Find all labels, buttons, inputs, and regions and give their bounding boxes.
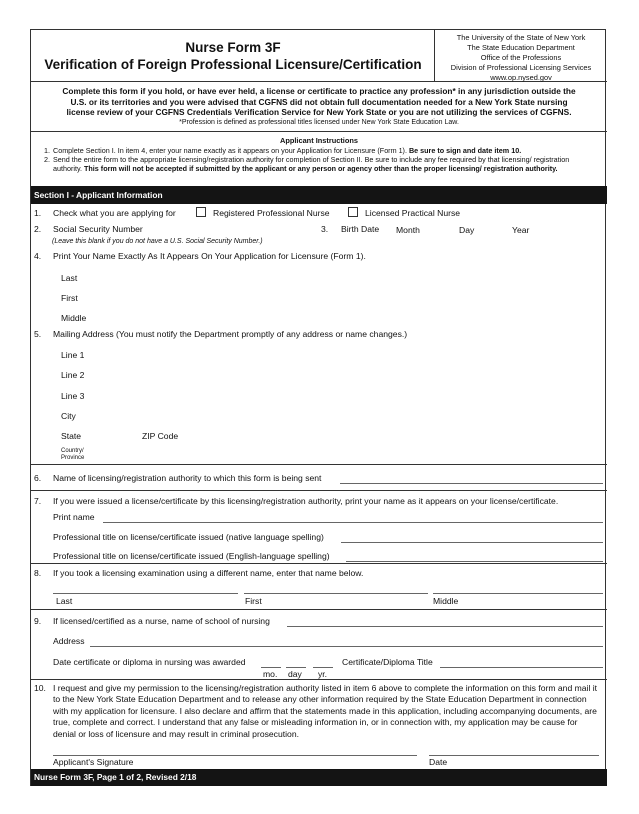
instructions-title: Applicant Instructions	[279, 136, 359, 145]
divider	[31, 679, 607, 680]
profession-note: *Profession is defined as professional titles licensed under New York State Education Law.	[179, 119, 459, 126]
intro-line: U.S. or its territories and you were advised that CGFNS did not obtain full documentation needed for a New York State nursing	[70, 96, 568, 107]
award-month-label: mo.	[263, 669, 278, 679]
q10-affirmation: I request and give my permission to the licensing/registration authority listed in item 6 above to complete the information on this form and mail it to the New York State Education Department and to release any other information required by the State Education Department in connection with my application for licensure. I also declare and affirm that the statements made in this application, including accompanying documents, are true, complete and correct. I understand that any false or misleading information in, or in connection with, my application may be cause for denial or loss of licensure and may result in criminal prosecution.	[53, 683, 598, 739]
q3-number: 3.	[321, 224, 329, 234]
q5-label: Mailing Address (You must notify the Department promptly of any address or name changes.)	[53, 329, 408, 339]
birth-date-label: Birth Date	[341, 224, 380, 234]
lpn-checkbox[interactable]	[348, 207, 358, 217]
q1-label: Check what you are applying for	[53, 208, 176, 218]
exam-middle-label: Middle	[433, 596, 459, 606]
instruction-text: Send the entire form to the appropriate licensing/registration authority for completion of Section II. Be sure to include any fee required by that licensing/ registration authority.	[53, 155, 570, 174]
divider	[31, 131, 607, 132]
q8-label: If you took a licensing examination using a different name, enter that name below.	[53, 568, 364, 578]
rn-checkbox[interactable]	[196, 207, 206, 217]
award-year-label: yr.	[318, 669, 328, 679]
print-name-line[interactable]	[103, 522, 603, 523]
title-native-line[interactable]	[341, 542, 603, 543]
birth-year-label: Year	[512, 225, 530, 235]
title-native-label: Professional title on license/certificate issued (native language spelling)	[53, 532, 324, 542]
q4-number: 4.	[34, 251, 42, 261]
ssn-note: (Leave this blank if you do not have a U.S. Social Security Number.)	[52, 238, 263, 245]
divider	[31, 464, 607, 465]
school-address-label: Address	[53, 636, 85, 646]
q10-number: 10.	[34, 683, 46, 693]
award-year-line[interactable]	[313, 667, 333, 668]
instruction-emphasis: Be sure to sign and date item 10.	[408, 146, 522, 155]
instruction-1	[44, 146, 593, 155]
q4-label: Print Your Name Exactly As It Appears On Your Application for Licensure (Form 1).	[53, 251, 366, 261]
title-english-line[interactable]	[346, 561, 603, 562]
address-line1-label: Line 1	[61, 350, 85, 360]
instruction-emphasis: This form will not be accepted if submitted by the applicant or any person or agency other than the proper licensing/ registration authority.	[84, 164, 558, 174]
intro-line: license review of your CGFNS Credentials Verification Service for New York State or you are not utilizing the services of CGFNS.	[66, 107, 572, 118]
q2-number: 2.	[34, 224, 42, 234]
instruction-2	[44, 155, 593, 174]
instruction-number: 2.	[44, 155, 50, 164]
country-label-line: Country/	[61, 448, 84, 454]
agency-line: Division of Professional Licensing Services	[450, 63, 592, 72]
divider	[31, 563, 607, 564]
q6-number: 6.	[34, 473, 42, 483]
country-label	[61, 448, 84, 462]
intro-text	[31, 86, 607, 118]
q9-number: 9.	[34, 616, 42, 626]
school-address-line[interactable]	[90, 646, 603, 647]
date-awarded-label: Date certificate or diploma in nursing was awarded	[53, 657, 246, 667]
middle-name-label: Middle	[61, 313, 87, 323]
exam-last-name-line[interactable]	[53, 593, 238, 594]
title-english-label: Professional title on license/certificate issued (English-language spelling)	[53, 551, 330, 561]
authority-name-line[interactable]	[340, 483, 603, 484]
title-block	[31, 30, 435, 82]
q9-label: If licensed/certified as a nurse, name of school of nursing	[53, 616, 270, 626]
form-page	[30, 29, 606, 786]
ssn-label: Social Security Number	[53, 224, 143, 234]
form-subtitle: Verification of Foreign Professional Licensure/Certification	[44, 57, 422, 72]
cert-title-label: Certificate/Diploma Title	[342, 657, 433, 667]
footer: Nurse Form 3F, Page 1 of 2, Revised 2/18	[31, 769, 607, 786]
exam-last-label: Last	[56, 596, 73, 606]
first-name-label: First	[61, 293, 78, 303]
award-day-line[interactable]	[286, 667, 306, 668]
divider	[31, 490, 607, 491]
intro-line: Complete this form if you hold, or have ever held, a license or certificate to practice any profession* in any jurisdiction outside the	[62, 86, 576, 96]
last-name-label: Last	[61, 273, 78, 283]
birth-month-label: Month	[396, 225, 420, 235]
instruction-text: Complete Section I. In item 4, enter your name exactly as it appears on your Application for Licensure (Form 1).	[53, 146, 407, 155]
school-name-line[interactable]	[287, 626, 603, 627]
signature-line[interactable]	[53, 755, 417, 756]
section-1-header: Section I - Applicant Information	[31, 186, 607, 204]
q8-number: 8.	[34, 568, 42, 578]
agency-line: The University of the State of New York	[456, 33, 586, 42]
address-line3-label: Line 3	[61, 391, 85, 401]
birth-day-label: Day	[459, 225, 475, 235]
state-label: State	[61, 431, 82, 441]
exam-first-label: First	[245, 596, 262, 606]
print-name-label: Print name	[53, 512, 95, 522]
form-title: Nurse Form 3F	[185, 40, 281, 55]
agency-line: The State Education Department	[467, 43, 575, 52]
q1-number: 1.	[34, 208, 42, 218]
province-label-line: Province	[61, 455, 85, 461]
divider	[31, 609, 607, 610]
lpn-label: Licensed Practical Nurse	[365, 208, 461, 218]
q7-number: 7.	[34, 496, 42, 506]
q6-label: Name of licensing/registration authority to which this form is being sent	[53, 473, 322, 483]
agency-line: Office of the Professions	[480, 53, 562, 62]
date-label: Date	[429, 757, 448, 767]
exam-first-name-line[interactable]	[244, 593, 428, 594]
signature-label: Applicant's Signature	[53, 757, 134, 767]
zip-label: ZIP Code	[142, 431, 179, 441]
award-day-label: day	[288, 669, 302, 679]
address-line2-label: Line 2	[61, 370, 85, 380]
agency-block	[435, 30, 607, 82]
instruction-number: 1.	[44, 146, 50, 155]
city-label: City	[61, 411, 76, 421]
q7-label: If you were issued a license/certificate by this licensing/registration authority, print your name as it appears on your license/certificate.	[53, 496, 559, 506]
agency-website: www.op.nysed.gov	[490, 73, 552, 82]
cert-title-line[interactable]	[440, 667, 603, 668]
date-line[interactable]	[429, 755, 599, 756]
rn-label: Registered Professional Nurse	[213, 208, 330, 218]
exam-middle-name-line[interactable]	[433, 593, 603, 594]
q5-number: 5.	[34, 329, 42, 339]
award-month-line[interactable]	[261, 667, 281, 668]
